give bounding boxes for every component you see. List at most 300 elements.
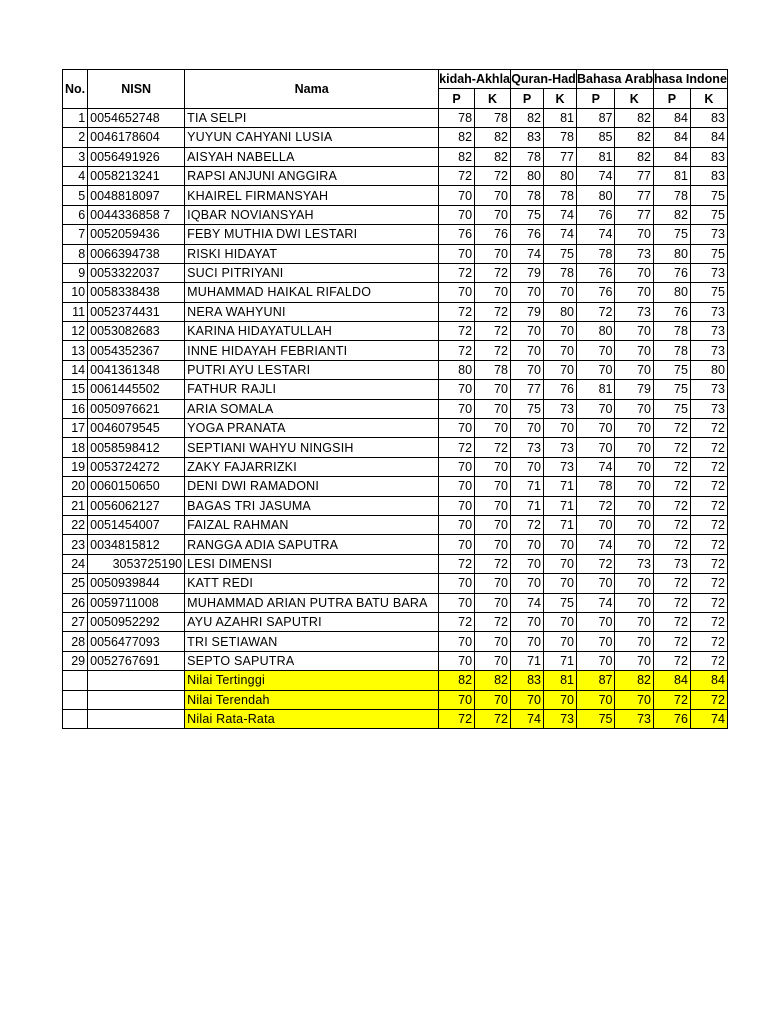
score-k: 73 bbox=[690, 341, 727, 360]
score-k: 72 bbox=[475, 263, 511, 282]
score-k: 70 bbox=[615, 515, 653, 534]
score-p: 78 bbox=[439, 108, 475, 127]
row-nama: IQBAR NOVIANSYAH bbox=[185, 205, 439, 224]
row-number: 7 bbox=[63, 225, 88, 244]
table-row bbox=[63, 263, 728, 282]
header-subject-bahasa-arab: Bahasa Arab bbox=[577, 70, 654, 89]
row-nisn: 0052374431 bbox=[88, 302, 185, 321]
table-row bbox=[63, 632, 728, 651]
score-p: 73 bbox=[511, 438, 544, 457]
row-nama: FAIZAL RAHMAN bbox=[185, 515, 439, 534]
table-row bbox=[63, 399, 728, 418]
score-p: 74 bbox=[511, 244, 544, 263]
table-row bbox=[63, 166, 728, 185]
score-p: 78 bbox=[511, 186, 544, 205]
summary-score-p: 72 bbox=[439, 709, 475, 728]
row-nisn: 0044336858 7 bbox=[88, 205, 185, 224]
summary-score-p: 82 bbox=[439, 671, 475, 690]
score-k: 82 bbox=[615, 128, 653, 147]
score-k: 70 bbox=[475, 380, 511, 399]
row-nama: RANGGA ADIA SAPUTRA bbox=[185, 535, 439, 554]
table-row bbox=[63, 496, 728, 515]
score-p: 87 bbox=[577, 108, 615, 127]
score-p: 75 bbox=[511, 205, 544, 224]
score-p: 74 bbox=[577, 225, 615, 244]
summary-score-p: 70 bbox=[511, 690, 544, 709]
table-row bbox=[63, 535, 728, 554]
score-k: 75 bbox=[690, 244, 727, 263]
score-k: 78 bbox=[475, 108, 511, 127]
row-nisn: 0054652748 bbox=[88, 108, 185, 127]
score-p: 70 bbox=[511, 535, 544, 554]
row-nama: LESI DIMENSI bbox=[185, 554, 439, 573]
summary-empty-no bbox=[63, 671, 88, 690]
score-p: 74 bbox=[577, 593, 615, 612]
table-row bbox=[63, 457, 728, 476]
row-number: 27 bbox=[63, 612, 88, 631]
score-k: 77 bbox=[615, 166, 653, 185]
row-nama: MUHAMMAD HAIKAL RIFALDO bbox=[185, 283, 439, 302]
row-nisn: 0058338438 bbox=[88, 283, 185, 302]
score-k: 70 bbox=[475, 651, 511, 670]
table-row bbox=[63, 554, 728, 573]
row-nisn: 0048818097 bbox=[88, 186, 185, 205]
score-k: 73 bbox=[544, 399, 577, 418]
row-nama: KARINA HIDAYATULLAH bbox=[185, 322, 439, 341]
score-p: 73 bbox=[653, 554, 690, 573]
row-number: 25 bbox=[63, 574, 88, 593]
score-k: 70 bbox=[615, 322, 653, 341]
row-nama: SEPTO SAPUTRA bbox=[185, 651, 439, 670]
table-row bbox=[63, 380, 728, 399]
row-nisn: 0046178604 bbox=[88, 128, 185, 147]
score-k: 83 bbox=[690, 147, 727, 166]
header-subject-akidah-akhlak: kidah-Akhla bbox=[439, 70, 511, 89]
score-p: 70 bbox=[511, 360, 544, 379]
score-k: 72 bbox=[690, 632, 727, 651]
summary-score-p: 72 bbox=[653, 690, 690, 709]
row-nama: SEPTIANI WAHYU NINGSIH bbox=[185, 438, 439, 457]
table-row bbox=[63, 574, 728, 593]
score-p: 76 bbox=[653, 263, 690, 282]
table-row bbox=[63, 438, 728, 457]
score-p: 74 bbox=[577, 535, 615, 554]
score-p: 70 bbox=[511, 283, 544, 302]
score-p: 83 bbox=[511, 128, 544, 147]
score-p: 75 bbox=[511, 399, 544, 418]
score-p: 72 bbox=[439, 341, 475, 360]
row-number: 29 bbox=[63, 651, 88, 670]
score-k: 70 bbox=[544, 360, 577, 379]
summary-row bbox=[63, 709, 728, 728]
score-k: 75 bbox=[544, 244, 577, 263]
score-p: 84 bbox=[653, 147, 690, 166]
row-nisn: 0056491926 bbox=[88, 147, 185, 166]
score-p: 72 bbox=[653, 593, 690, 612]
header-row-subjects bbox=[63, 70, 728, 89]
score-p: 79 bbox=[511, 263, 544, 282]
score-k: 70 bbox=[544, 632, 577, 651]
score-p: 70 bbox=[439, 515, 475, 534]
row-number: 17 bbox=[63, 419, 88, 438]
score-p: 79 bbox=[511, 302, 544, 321]
score-k: 70 bbox=[544, 341, 577, 360]
score-k: 77 bbox=[615, 186, 653, 205]
summary-score-k: 73 bbox=[615, 709, 653, 728]
score-p: 70 bbox=[439, 380, 475, 399]
score-k: 70 bbox=[475, 399, 511, 418]
header-p: P bbox=[653, 89, 690, 108]
score-p: 82 bbox=[653, 205, 690, 224]
row-number: 13 bbox=[63, 341, 88, 360]
row-number: 3 bbox=[63, 147, 88, 166]
score-k: 70 bbox=[615, 457, 653, 476]
row-number: 5 bbox=[63, 186, 88, 205]
header-nisn: NISN bbox=[88, 70, 185, 109]
score-k: 70 bbox=[615, 438, 653, 457]
score-k: 72 bbox=[475, 322, 511, 341]
score-k: 72 bbox=[690, 419, 727, 438]
score-k: 70 bbox=[615, 360, 653, 379]
score-p: 81 bbox=[577, 147, 615, 166]
score-p: 72 bbox=[653, 574, 690, 593]
row-nisn: 0041361348 bbox=[88, 360, 185, 379]
score-p: 80 bbox=[439, 360, 475, 379]
score-k: 70 bbox=[615, 651, 653, 670]
row-nisn: 3053725190 bbox=[88, 554, 185, 573]
summary-score-k: 70 bbox=[475, 690, 511, 709]
row-nama: RISKI HIDAYAT bbox=[185, 244, 439, 263]
score-p: 85 bbox=[577, 128, 615, 147]
summary-label: Nilai Tertinggi bbox=[185, 671, 439, 690]
score-k: 73 bbox=[544, 438, 577, 457]
row-nama: BAGAS TRI JASUMA bbox=[185, 496, 439, 515]
summary-score-p: 87 bbox=[577, 671, 615, 690]
row-nisn: 0061445502 bbox=[88, 380, 185, 399]
score-k: 70 bbox=[615, 593, 653, 612]
row-nisn: 0066394738 bbox=[88, 244, 185, 263]
summary-row bbox=[63, 671, 728, 690]
table-row bbox=[63, 360, 728, 379]
score-p: 75 bbox=[653, 399, 690, 418]
score-p: 70 bbox=[577, 632, 615, 651]
row-nisn: 0056477093 bbox=[88, 632, 185, 651]
summary-score-p: 76 bbox=[653, 709, 690, 728]
score-p: 80 bbox=[511, 166, 544, 185]
header-p: P bbox=[511, 89, 544, 108]
row-nisn: 0054352367 bbox=[88, 341, 185, 360]
grades-table bbox=[62, 69, 728, 729]
score-p: 70 bbox=[577, 438, 615, 457]
row-nama: TIA SELPI bbox=[185, 108, 439, 127]
score-p: 84 bbox=[653, 128, 690, 147]
score-k: 73 bbox=[690, 399, 727, 418]
row-nama: AISYAH NABELLA bbox=[185, 147, 439, 166]
score-k: 70 bbox=[544, 574, 577, 593]
score-k: 77 bbox=[615, 205, 653, 224]
score-p: 74 bbox=[511, 593, 544, 612]
score-p: 75 bbox=[653, 380, 690, 399]
score-p: 74 bbox=[577, 166, 615, 185]
score-k: 70 bbox=[475, 574, 511, 593]
row-nisn: 0058598412 bbox=[88, 438, 185, 457]
row-number: 4 bbox=[63, 166, 88, 185]
row-number: 28 bbox=[63, 632, 88, 651]
score-p: 81 bbox=[577, 380, 615, 399]
summary-label: Nilai Rata-Rata bbox=[185, 709, 439, 728]
summary-score-k: 70 bbox=[544, 690, 577, 709]
score-p: 70 bbox=[439, 283, 475, 302]
score-p: 72 bbox=[439, 612, 475, 631]
row-number: 11 bbox=[63, 302, 88, 321]
score-p: 76 bbox=[653, 302, 690, 321]
table-row bbox=[63, 128, 728, 147]
score-k: 79 bbox=[615, 380, 653, 399]
score-k: 77 bbox=[544, 147, 577, 166]
score-p: 70 bbox=[577, 612, 615, 631]
row-nama: NERA WAHYUNI bbox=[185, 302, 439, 321]
score-p: 70 bbox=[511, 457, 544, 476]
score-k: 78 bbox=[544, 128, 577, 147]
score-k: 70 bbox=[475, 186, 511, 205]
row-nama: PUTRI AYU LESTARI bbox=[185, 360, 439, 379]
table-row bbox=[63, 612, 728, 631]
score-k: 71 bbox=[544, 651, 577, 670]
score-p: 70 bbox=[511, 632, 544, 651]
row-number: 18 bbox=[63, 438, 88, 457]
score-k: 70 bbox=[544, 554, 577, 573]
row-nisn: 0050976621 bbox=[88, 399, 185, 418]
score-p: 84 bbox=[653, 108, 690, 127]
score-p: 70 bbox=[439, 186, 475, 205]
row-nisn: 0059711008 bbox=[88, 593, 185, 612]
summary-empty-nisn bbox=[88, 671, 185, 690]
row-nama: FEBY MUTHIA DWI LESTARI bbox=[185, 225, 439, 244]
row-nama: RAPSI ANJUNI ANGGIRA bbox=[185, 166, 439, 185]
row-nisn: 0053724272 bbox=[88, 457, 185, 476]
score-k: 70 bbox=[475, 457, 511, 476]
row-number: 20 bbox=[63, 477, 88, 496]
table-row bbox=[63, 205, 728, 224]
summary-score-k: 81 bbox=[544, 671, 577, 690]
score-p: 72 bbox=[439, 263, 475, 282]
score-p: 72 bbox=[653, 632, 690, 651]
score-k: 73 bbox=[690, 322, 727, 341]
score-k: 70 bbox=[544, 283, 577, 302]
header-k: K bbox=[690, 89, 727, 108]
score-p: 72 bbox=[439, 322, 475, 341]
score-k: 82 bbox=[615, 147, 653, 166]
row-number: 10 bbox=[63, 283, 88, 302]
score-p: 70 bbox=[577, 419, 615, 438]
score-k: 81 bbox=[544, 108, 577, 127]
header-k: K bbox=[615, 89, 653, 108]
row-number: 16 bbox=[63, 399, 88, 418]
summary-score-k: 82 bbox=[615, 671, 653, 690]
score-k: 70 bbox=[475, 419, 511, 438]
score-p: 70 bbox=[577, 399, 615, 418]
score-p: 71 bbox=[511, 496, 544, 515]
score-k: 70 bbox=[615, 225, 653, 244]
summary-score-p: 74 bbox=[511, 709, 544, 728]
row-nama: INNE HIDAYAH FEBRIANTI bbox=[185, 341, 439, 360]
score-p: 70 bbox=[511, 574, 544, 593]
score-k: 83 bbox=[690, 166, 727, 185]
score-p: 80 bbox=[653, 283, 690, 302]
table-row bbox=[63, 515, 728, 534]
score-p: 75 bbox=[653, 225, 690, 244]
header-subject-quran-hadits: Quran-Had bbox=[511, 70, 577, 89]
student-rows bbox=[63, 108, 728, 670]
score-p: 72 bbox=[439, 302, 475, 321]
score-k: 78 bbox=[544, 263, 577, 282]
header-no: No. bbox=[63, 70, 88, 109]
summary-score-k: 72 bbox=[690, 690, 727, 709]
summary-score-p: 70 bbox=[439, 690, 475, 709]
summary-rows bbox=[63, 671, 728, 729]
score-k: 70 bbox=[615, 612, 653, 631]
row-nisn: 0034815812 bbox=[88, 535, 185, 554]
score-p: 70 bbox=[577, 341, 615, 360]
table-row bbox=[63, 419, 728, 438]
table-row bbox=[63, 283, 728, 302]
summary-score-k: 70 bbox=[615, 690, 653, 709]
score-k: 72 bbox=[475, 166, 511, 185]
score-k: 82 bbox=[475, 147, 511, 166]
score-k: 72 bbox=[475, 612, 511, 631]
score-k: 70 bbox=[475, 205, 511, 224]
score-k: 83 bbox=[690, 108, 727, 127]
score-k: 73 bbox=[690, 302, 727, 321]
score-k: 72 bbox=[475, 302, 511, 321]
score-k: 72 bbox=[690, 496, 727, 515]
score-p: 70 bbox=[439, 593, 475, 612]
score-p: 70 bbox=[439, 574, 475, 593]
score-k: 70 bbox=[475, 477, 511, 496]
score-p: 70 bbox=[439, 496, 475, 515]
table-row bbox=[63, 341, 728, 360]
score-k: 70 bbox=[615, 283, 653, 302]
score-p: 78 bbox=[577, 244, 615, 263]
score-p: 80 bbox=[577, 322, 615, 341]
score-k: 72 bbox=[690, 593, 727, 612]
row-nisn: 0060150650 bbox=[88, 477, 185, 496]
score-p: 70 bbox=[511, 612, 544, 631]
score-p: 70 bbox=[439, 632, 475, 651]
score-k: 73 bbox=[615, 302, 653, 321]
score-k: 74 bbox=[544, 225, 577, 244]
table-row bbox=[63, 186, 728, 205]
row-number: 14 bbox=[63, 360, 88, 379]
score-k: 75 bbox=[544, 593, 577, 612]
score-k: 70 bbox=[615, 574, 653, 593]
score-p: 70 bbox=[439, 535, 475, 554]
score-p: 82 bbox=[439, 147, 475, 166]
row-number: 1 bbox=[63, 108, 88, 127]
score-p: 72 bbox=[653, 515, 690, 534]
score-k: 70 bbox=[615, 341, 653, 360]
row-number: 15 bbox=[63, 380, 88, 399]
score-k: 70 bbox=[475, 593, 511, 612]
score-k: 75 bbox=[690, 283, 727, 302]
summary-empty-nisn bbox=[88, 709, 185, 728]
row-number: 6 bbox=[63, 205, 88, 224]
score-p: 72 bbox=[653, 457, 690, 476]
row-nisn: 0051454007 bbox=[88, 515, 185, 534]
score-p: 77 bbox=[511, 380, 544, 399]
summary-score-k: 74 bbox=[690, 709, 727, 728]
row-nama: AYU AZAHRI SAPUTRI bbox=[185, 612, 439, 631]
score-p: 72 bbox=[439, 438, 475, 457]
score-k: 71 bbox=[544, 496, 577, 515]
score-p: 76 bbox=[577, 205, 615, 224]
table-row bbox=[63, 108, 728, 127]
score-k: 78 bbox=[544, 186, 577, 205]
score-p: 70 bbox=[577, 360, 615, 379]
score-k: 70 bbox=[475, 515, 511, 534]
score-p: 82 bbox=[439, 128, 475, 147]
header-k: K bbox=[475, 89, 511, 108]
score-p: 70 bbox=[511, 419, 544, 438]
score-p: 74 bbox=[577, 457, 615, 476]
summary-score-k: 72 bbox=[475, 709, 511, 728]
row-number: 8 bbox=[63, 244, 88, 263]
score-k: 70 bbox=[544, 419, 577, 438]
score-p: 70 bbox=[439, 477, 475, 496]
row-number: 22 bbox=[63, 515, 88, 534]
score-k: 70 bbox=[544, 535, 577, 554]
row-nama: YUYUN CAHYANI LUSIA bbox=[185, 128, 439, 147]
row-nama: TRI SETIAWAN bbox=[185, 632, 439, 651]
score-k: 72 bbox=[475, 438, 511, 457]
summary-score-p: 70 bbox=[577, 690, 615, 709]
score-p: 80 bbox=[577, 186, 615, 205]
score-p: 72 bbox=[511, 515, 544, 534]
row-nama: KHAIREL FIRMANSYAH bbox=[185, 186, 439, 205]
score-k: 73 bbox=[615, 244, 653, 263]
score-k: 80 bbox=[544, 302, 577, 321]
score-k: 70 bbox=[615, 477, 653, 496]
score-k: 70 bbox=[615, 419, 653, 438]
row-number: 21 bbox=[63, 496, 88, 515]
score-p: 70 bbox=[439, 651, 475, 670]
score-k: 73 bbox=[690, 225, 727, 244]
score-k: 72 bbox=[690, 535, 727, 554]
score-p: 76 bbox=[577, 263, 615, 282]
score-k: 70 bbox=[475, 632, 511, 651]
score-p: 72 bbox=[577, 496, 615, 515]
score-k: 72 bbox=[690, 612, 727, 631]
score-p: 70 bbox=[577, 574, 615, 593]
row-nama: ZAKY FAJARRIZKI bbox=[185, 457, 439, 476]
row-nama: FATHUR RAJLI bbox=[185, 380, 439, 399]
row-nisn: 0053322037 bbox=[88, 263, 185, 282]
score-k: 72 bbox=[475, 341, 511, 360]
score-k: 76 bbox=[544, 380, 577, 399]
score-p: 70 bbox=[511, 341, 544, 360]
table-row bbox=[63, 477, 728, 496]
row-nama: ARIA SOMALA bbox=[185, 399, 439, 418]
summary-score-p: 75 bbox=[577, 709, 615, 728]
table-row bbox=[63, 244, 728, 263]
row-number: 12 bbox=[63, 322, 88, 341]
score-k: 70 bbox=[615, 632, 653, 651]
score-k: 71 bbox=[544, 515, 577, 534]
score-p: 82 bbox=[511, 108, 544, 127]
score-k: 72 bbox=[690, 457, 727, 476]
score-p: 78 bbox=[653, 341, 690, 360]
score-k: 78 bbox=[475, 360, 511, 379]
